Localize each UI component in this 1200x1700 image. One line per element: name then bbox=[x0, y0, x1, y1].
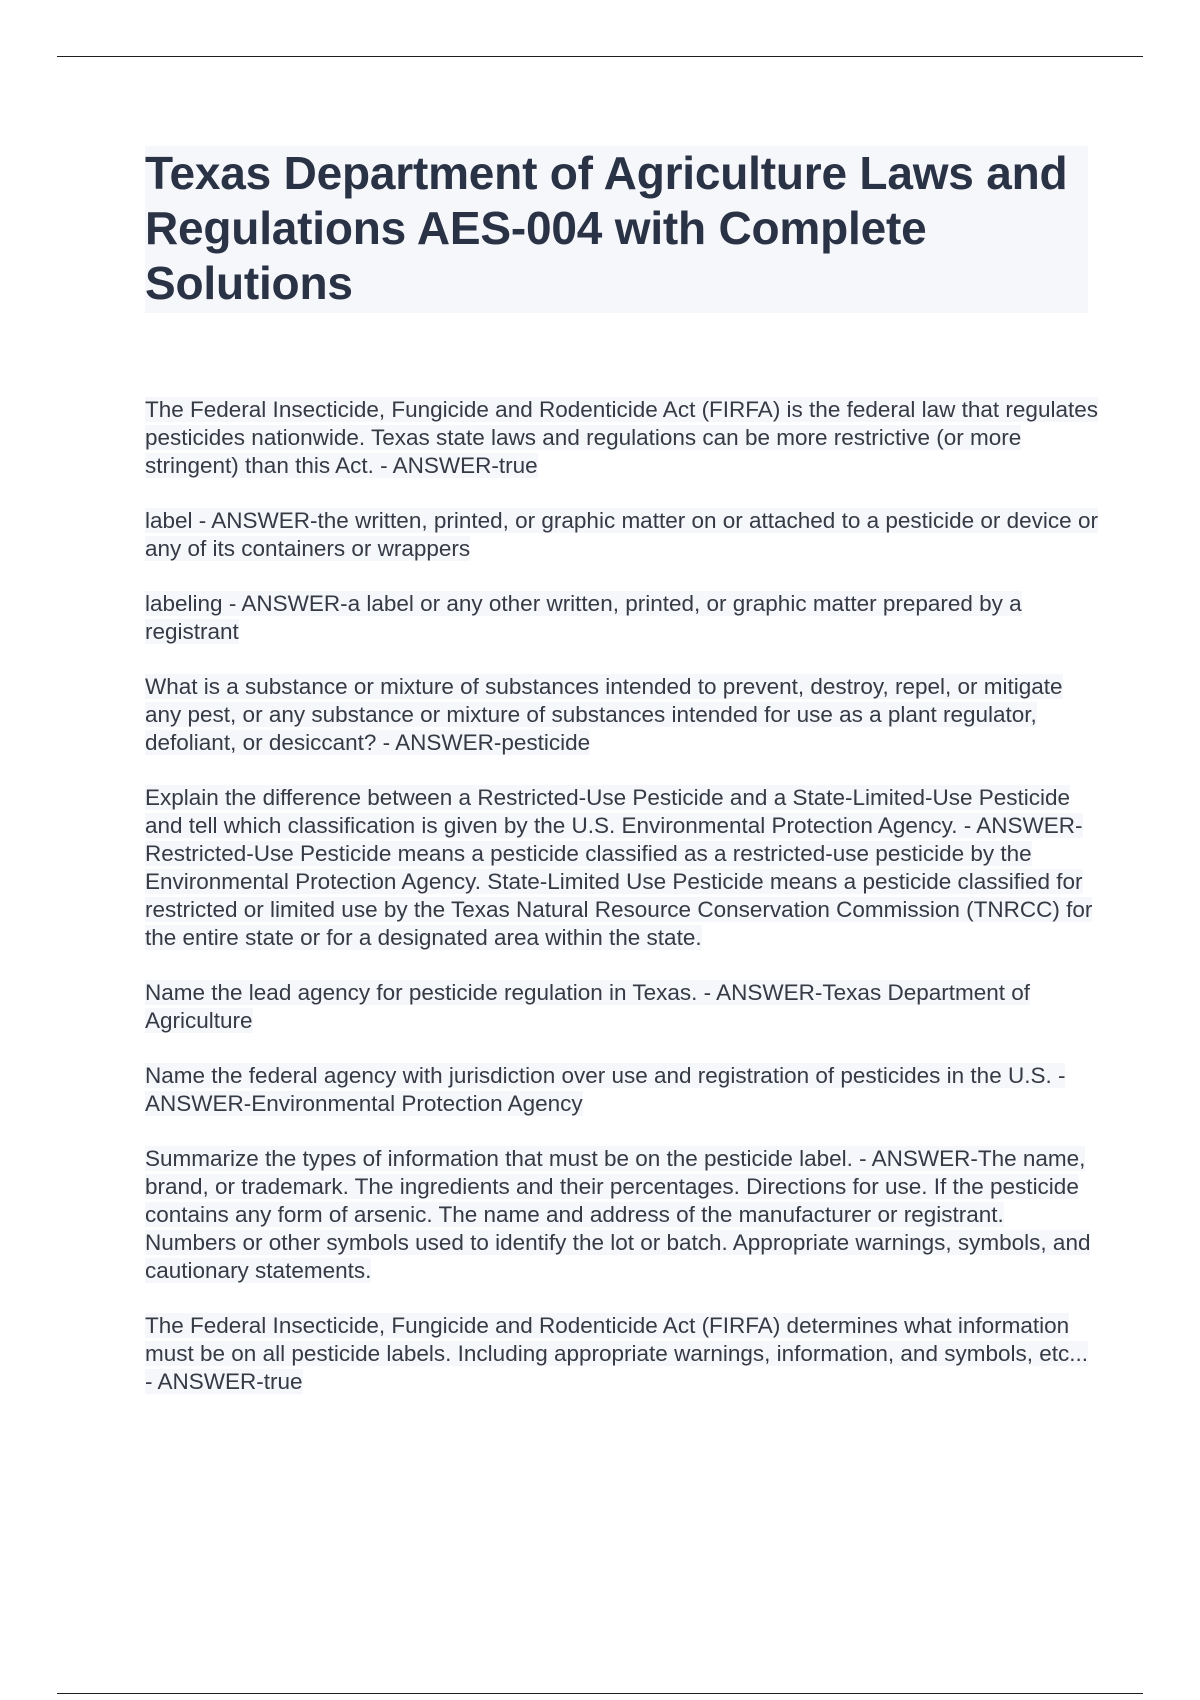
qa-item bbox=[145, 396, 1100, 480]
qa-item bbox=[145, 1062, 1100, 1118]
qa-text: What is a substance or mixture of substances intended to prevent, destroy, repel, or mitigate any pest, or any substance or mixture of substances intended for use as a plant regulator, defoliant, or desiccant? - ANSWER-pesticide bbox=[145, 674, 1063, 755]
qa-item bbox=[145, 590, 1100, 646]
qa-text: Explain the difference between a Restricted-Use Pesticide and a State-Limited-Use Pesticide and tell which classification is given by the U.S. Environmental Protection Agency. - ANSWER-Restricted-Use Pesticide means a pesticide classified as a restricted-use pesticide by the Environmental Protection Agency. State-Limited Use Pesticide means a pesticide classified for restricted or limited use by the Texas Natural Resource Conservation Commission (TNRCC) for the entire state or for a designated area within the state. bbox=[145, 785, 1093, 950]
title-block bbox=[145, 146, 1088, 313]
qa-text: Name the federal agency with jurisdiction over use and registration of pesticides in the U.S. - ANSWER-Environmental Protection Agency bbox=[145, 1063, 1066, 1116]
qa-item bbox=[145, 1145, 1100, 1285]
qa-item bbox=[145, 784, 1100, 952]
qa-text: The Federal Insecticide, Fungicide and Rodenticide Act (FIRFA) determines what information must be on all pesticide labels. Including appropriate warnings, information, and symbols, etc... - ANSWER-true bbox=[145, 1313, 1089, 1394]
qa-item bbox=[145, 979, 1100, 1035]
qa-text: The Federal Insecticide, Fungicide and Rodenticide Act (FIRFA) is the federal law that regulates pesticides nationwide. Texas state laws and regulations can be more restrictive (or more stringent) than this Act. - ANSWER-true bbox=[145, 397, 1098, 478]
qa-text: label - ANSWER-the written, printed, or graphic matter on or attached to a pesticide or device or any of its containers or wrappers bbox=[145, 508, 1098, 561]
qa-item bbox=[145, 507, 1100, 563]
bottom-divider bbox=[57, 1693, 1143, 1694]
top-divider bbox=[57, 56, 1143, 57]
qa-text: labeling - ANSWER-a label or any other written, printed, or graphic matter prepared by a registrant bbox=[145, 591, 1022, 644]
qa-list bbox=[145, 396, 1100, 1423]
qa-item bbox=[145, 673, 1100, 757]
qa-item bbox=[145, 1312, 1100, 1396]
qa-text: Summarize the types of information that must be on the pesticide label. - ANSWER-The name, brand, or trademark. The ingredients and their percentages. Directions for use. If the pesticide contains any form of arsenic. The name and address of the manufacturer or registrant. Numbers or other symbols used to identify the lot or batch. Appropriate warnings, symbols, and cautionary statements. bbox=[145, 1146, 1091, 1283]
document-title: Texas Department of Agriculture Laws and Regulations AES-004 with Complete Solutions bbox=[145, 147, 1068, 309]
qa-text: Name the lead agency for pesticide regulation in Texas. - ANSWER-Texas Department of Agriculture bbox=[145, 980, 1031, 1033]
